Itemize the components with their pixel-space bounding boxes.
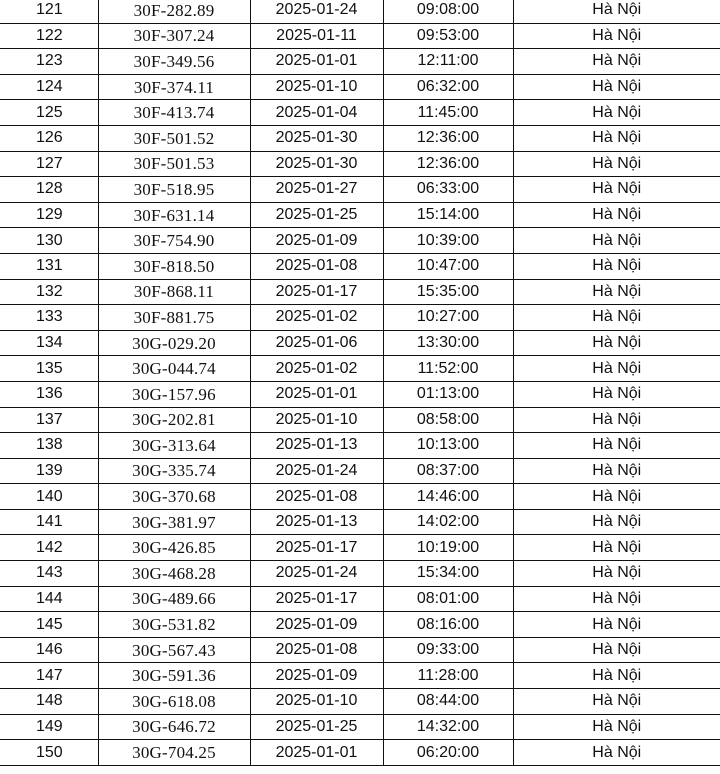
table-row [0, 228, 720, 254]
date-cell: 2025-01-25 [250, 202, 383, 228]
time-cell: 06:33:00 [383, 177, 513, 203]
time-cell: 10:13:00 [383, 433, 513, 459]
location-cell: Hà Nội [513, 433, 720, 459]
location-cell: Hà Nội [513, 151, 720, 177]
license-plate-cell: 30F-631.14 [98, 202, 250, 228]
time-cell: 10:27:00 [383, 305, 513, 331]
date-cell: 2025-01-11 [250, 23, 383, 49]
table-row [0, 509, 720, 535]
time-cell: 09:33:00 [383, 637, 513, 663]
license-plate-cell: 30G-646.72 [98, 714, 250, 740]
row-number-cell: 130 [0, 228, 98, 254]
row-number-cell: 135 [0, 356, 98, 382]
time-cell: 11:45:00 [383, 100, 513, 126]
row-number-cell: 127 [0, 151, 98, 177]
time-cell: 06:32:00 [383, 74, 513, 100]
date-cell: 2025-01-17 [250, 279, 383, 305]
row-number-cell: 123 [0, 49, 98, 75]
date-cell: 2025-01-09 [250, 228, 383, 254]
license-plate-cell: 30F-413.74 [98, 100, 250, 126]
row-number-cell: 132 [0, 279, 98, 305]
time-cell: 12:11:00 [383, 49, 513, 75]
table-row [0, 561, 720, 587]
time-cell: 15:35:00 [383, 279, 513, 305]
row-number-cell: 147 [0, 663, 98, 689]
date-cell: 2025-01-06 [250, 330, 383, 356]
table-row [0, 433, 720, 459]
date-cell: 2025-01-30 [250, 151, 383, 177]
table-row [0, 253, 720, 279]
table-row [0, 330, 720, 356]
date-cell: 2025-01-08 [250, 253, 383, 279]
time-cell: 10:19:00 [383, 535, 513, 561]
row-number-cell: 137 [0, 407, 98, 433]
date-cell: 2025-01-17 [250, 586, 383, 612]
location-cell: Hà Nội [513, 49, 720, 75]
row-number-cell: 139 [0, 458, 98, 484]
time-cell: 10:39:00 [383, 228, 513, 254]
table-row [0, 586, 720, 612]
license-plate-cell: 30G-313.64 [98, 433, 250, 459]
location-cell: Hà Nội [513, 305, 720, 331]
table-row [0, 305, 720, 331]
date-cell: 2025-01-10 [250, 74, 383, 100]
time-cell: 01:13:00 [383, 381, 513, 407]
time-cell: 11:52:00 [383, 356, 513, 382]
table-row [0, 381, 720, 407]
license-plate-cell: 30F-881.75 [98, 305, 250, 331]
date-cell: 2025-01-01 [250, 740, 383, 766]
date-cell: 2025-01-13 [250, 509, 383, 535]
table-row [0, 177, 720, 203]
license-plate-cell: 30F-818.50 [98, 253, 250, 279]
time-cell: 13:30:00 [383, 330, 513, 356]
row-number-cell: 148 [0, 689, 98, 715]
location-cell: Hà Nội [513, 253, 720, 279]
row-number-cell: 126 [0, 125, 98, 151]
location-cell: Hà Nội [513, 458, 720, 484]
table-row [0, 612, 720, 638]
location-cell: Hà Nội [513, 740, 720, 766]
location-cell: Hà Nội [513, 586, 720, 612]
row-number-cell: 150 [0, 740, 98, 766]
time-cell: 15:14:00 [383, 202, 513, 228]
date-cell: 2025-01-02 [250, 305, 383, 331]
table-row [0, 740, 720, 766]
table-row [0, 637, 720, 663]
row-number-cell: 149 [0, 714, 98, 740]
table-row [0, 484, 720, 510]
row-number-cell: 125 [0, 100, 98, 126]
time-cell: 12:36:00 [383, 151, 513, 177]
table-row [0, 458, 720, 484]
table-row [0, 23, 720, 49]
time-cell: 08:37:00 [383, 458, 513, 484]
license-plate-cell: 30G-426.85 [98, 535, 250, 561]
time-cell: 08:01:00 [383, 586, 513, 612]
license-plate-cell: 30F-868.11 [98, 279, 250, 305]
license-plate-cell: 30F-501.53 [98, 151, 250, 177]
table-row [0, 356, 720, 382]
row-number-cell: 145 [0, 612, 98, 638]
date-cell: 2025-01-24 [250, 458, 383, 484]
location-cell: Hà Nội [513, 663, 720, 689]
license-plate-cell: 30G-468.28 [98, 561, 250, 587]
date-cell: 2025-01-01 [250, 381, 383, 407]
row-number-cell: 143 [0, 561, 98, 587]
date-cell: 2025-01-27 [250, 177, 383, 203]
row-number-cell: 136 [0, 381, 98, 407]
location-cell: Hà Nội [513, 561, 720, 587]
date-cell: 2025-01-24 [250, 561, 383, 587]
row-number-cell: 142 [0, 535, 98, 561]
time-cell: 09:08:00 [383, 0, 513, 23]
table-row [0, 100, 720, 126]
date-cell: 2025-01-04 [250, 100, 383, 126]
license-plate-cell: 30G-489.66 [98, 586, 250, 612]
location-cell: Hà Nội [513, 637, 720, 663]
license-plate-cell: 30F-374.11 [98, 74, 250, 100]
table-row [0, 535, 720, 561]
location-cell: Hà Nội [513, 279, 720, 305]
location-cell: Hà Nội [513, 356, 720, 382]
license-plate-cell: 30G-618.08 [98, 689, 250, 715]
table-row [0, 689, 720, 715]
row-number-cell: 134 [0, 330, 98, 356]
license-plate-cell: 30G-704.25 [98, 740, 250, 766]
license-plate-cell: 30G-567.43 [98, 637, 250, 663]
location-cell: Hà Nội [513, 381, 720, 407]
license-plate-cell: 30G-157.96 [98, 381, 250, 407]
license-plate-cell: 30F-307.24 [98, 23, 250, 49]
time-cell: 09:53:00 [383, 23, 513, 49]
row-number-cell: 124 [0, 74, 98, 100]
table-row [0, 74, 720, 100]
time-cell: 08:44:00 [383, 689, 513, 715]
row-number-cell: 144 [0, 586, 98, 612]
time-cell: 14:02:00 [383, 509, 513, 535]
date-cell: 2025-01-17 [250, 535, 383, 561]
time-cell: 12:36:00 [383, 125, 513, 151]
date-cell: 2025-01-30 [250, 125, 383, 151]
table-row [0, 279, 720, 305]
table-row [0, 202, 720, 228]
location-cell: Hà Nội [513, 407, 720, 433]
license-plate-cell: 30F-282.89 [98, 0, 250, 23]
time-cell: 15:34:00 [383, 561, 513, 587]
table-row [0, 125, 720, 151]
row-number-cell: 138 [0, 433, 98, 459]
table-row [0, 49, 720, 75]
row-number-cell: 121 [0, 0, 98, 23]
license-plate-cell: 30G-591.36 [98, 663, 250, 689]
date-cell: 2025-01-09 [250, 663, 383, 689]
location-cell: Hà Nội [513, 23, 720, 49]
location-cell: Hà Nội [513, 125, 720, 151]
location-cell: Hà Nội [513, 535, 720, 561]
time-cell: 10:47:00 [383, 253, 513, 279]
date-cell: 2025-01-13 [250, 433, 383, 459]
table-row [0, 0, 720, 23]
license-plate-cell: 30G-370.68 [98, 484, 250, 510]
row-number-cell: 140 [0, 484, 98, 510]
license-plate-cell: 30G-531.82 [98, 612, 250, 638]
license-plate-cell: 30F-501.52 [98, 125, 250, 151]
row-number-cell: 146 [0, 637, 98, 663]
license-plate-cell: 30G-044.74 [98, 356, 250, 382]
license-plate-cell: 30F-754.90 [98, 228, 250, 254]
date-cell: 2025-01-08 [250, 484, 383, 510]
license-plate-cell: 30F-518.95 [98, 177, 250, 203]
row-number-cell: 122 [0, 23, 98, 49]
license-plate-cell: 30G-335.74 [98, 458, 250, 484]
row-number-cell: 141 [0, 509, 98, 535]
license-plate-cell: 30G-202.81 [98, 407, 250, 433]
location-cell: Hà Nội [513, 330, 720, 356]
location-cell: Hà Nội [513, 202, 720, 228]
row-number-cell: 129 [0, 202, 98, 228]
row-number-cell: 128 [0, 177, 98, 203]
date-cell: 2025-01-01 [250, 49, 383, 75]
date-cell: 2025-01-09 [250, 612, 383, 638]
location-cell: Hà Nội [513, 612, 720, 638]
time-cell: 06:20:00 [383, 740, 513, 766]
location-cell: Hà Nội [513, 689, 720, 715]
date-cell: 2025-01-24 [250, 0, 383, 23]
location-cell: Hà Nội [513, 509, 720, 535]
table-row [0, 407, 720, 433]
license-plate-cell: 30G-029.20 [98, 330, 250, 356]
license-plate-cell: 30F-349.56 [98, 49, 250, 75]
location-cell: Hà Nội [513, 74, 720, 100]
time-cell: 14:32:00 [383, 714, 513, 740]
date-cell: 2025-01-08 [250, 637, 383, 663]
table-row [0, 151, 720, 177]
table-row [0, 663, 720, 689]
location-cell: Hà Nội [513, 228, 720, 254]
location-cell: Hà Nội [513, 100, 720, 126]
time-cell: 08:58:00 [383, 407, 513, 433]
date-cell: 2025-01-10 [250, 689, 383, 715]
license-plate-cell: 30G-381.97 [98, 509, 250, 535]
time-cell: 08:16:00 [383, 612, 513, 638]
location-cell: Hà Nội [513, 714, 720, 740]
row-number-cell: 133 [0, 305, 98, 331]
date-cell: 2025-01-25 [250, 714, 383, 740]
date-cell: 2025-01-10 [250, 407, 383, 433]
row-number-cell: 131 [0, 253, 98, 279]
table-row [0, 714, 720, 740]
time-cell: 11:28:00 [383, 663, 513, 689]
location-cell: Hà Nội [513, 177, 720, 203]
location-cell: Hà Nội [513, 0, 720, 23]
location-cell: Hà Nội [513, 484, 720, 510]
time-cell: 14:46:00 [383, 484, 513, 510]
date-cell: 2025-01-02 [250, 356, 383, 382]
